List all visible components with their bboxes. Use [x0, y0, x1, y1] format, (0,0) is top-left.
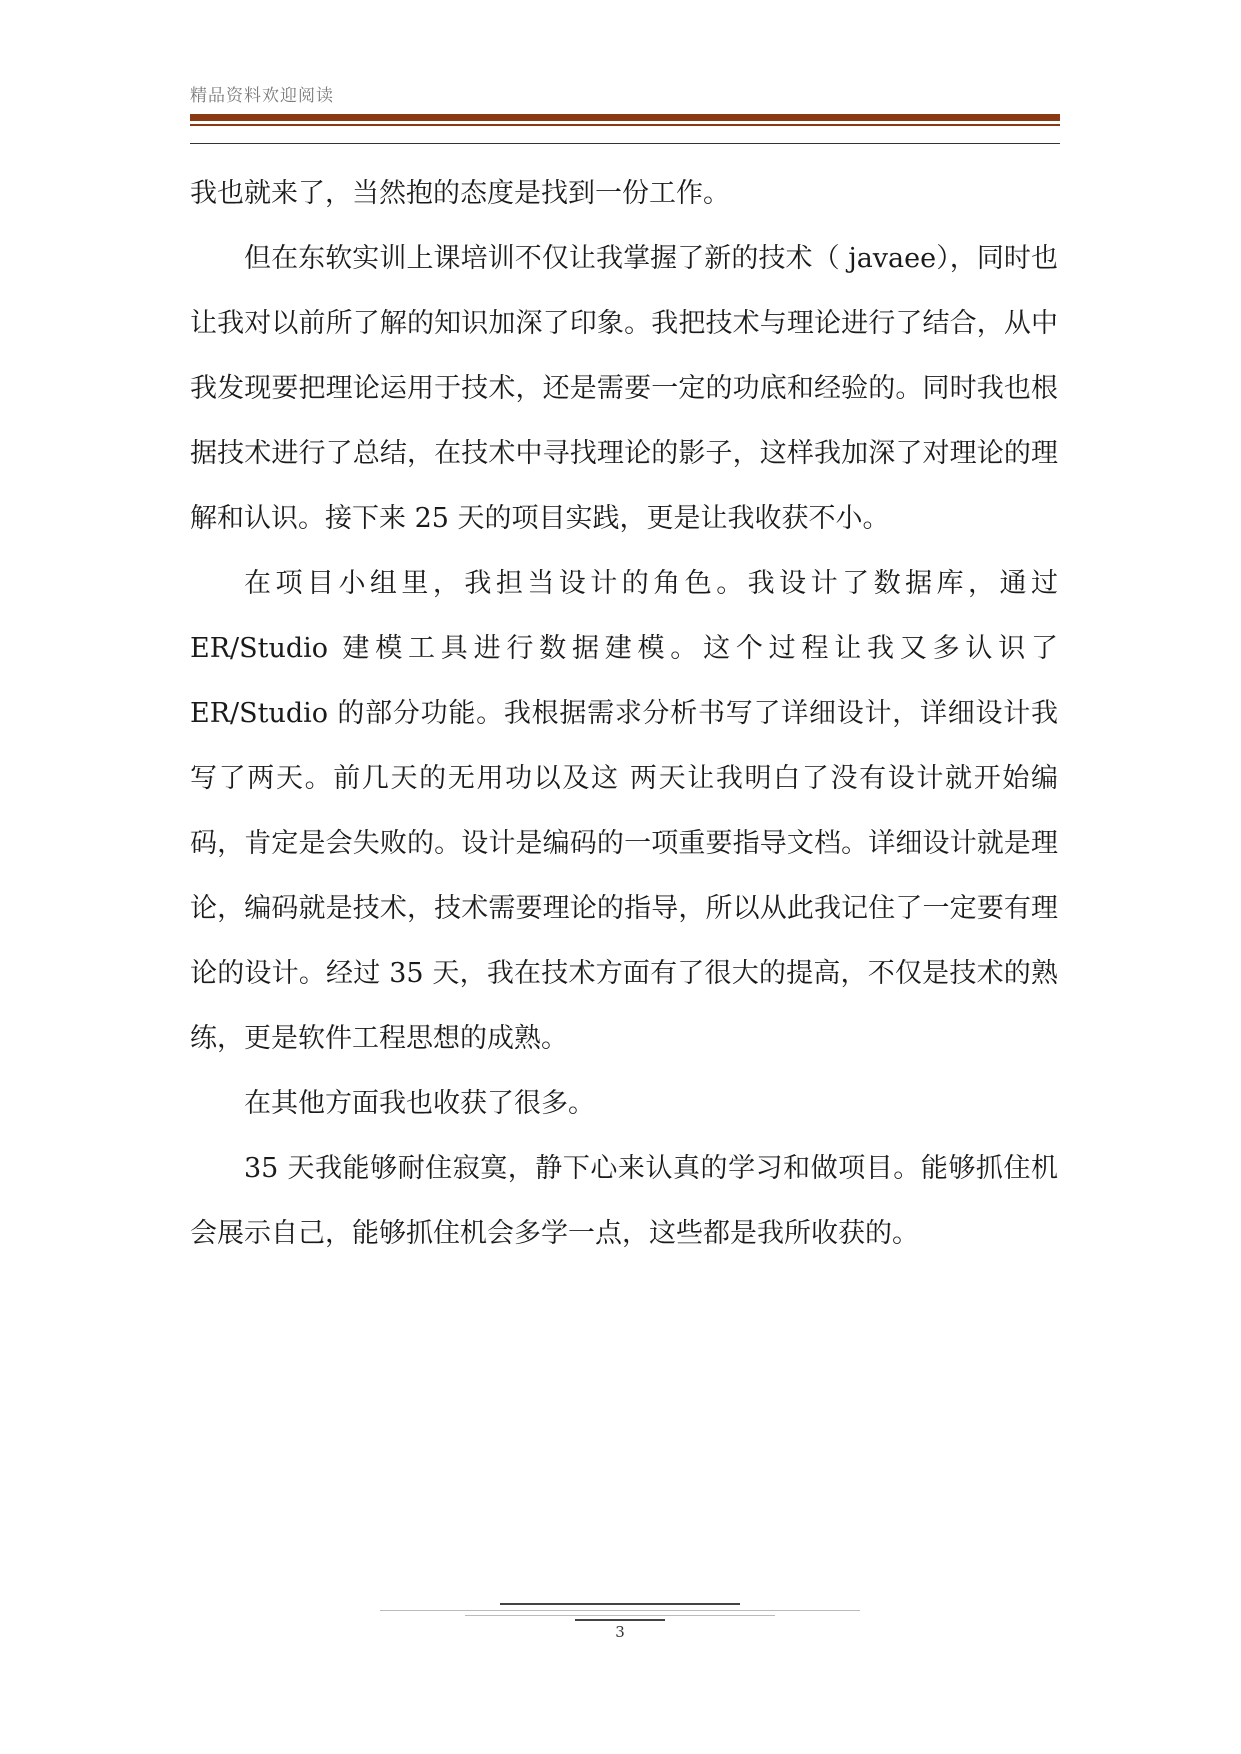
paragraph-3: 在项目小组里，我担当设计的角色。我设计了数据库，通过 ER/Studio 建模工具进行数据建模。这个过程让我又多认识了 ER/Studio 的部分功能。我根据需求分析书写了详细设计，详细设计我写了两天。前几天的无用功以及这 两天让我明白了没有设计就开始编码，肯定是会失败的。设计是编码的一项重要指导文档。详细设计就是理论，编码就是技术，技术需要理论的指导，所以从此我记住了一定要有理论的设计。经过 35 天，我在技术方面有了很大的提高，不仅是技术的熟练，更是软件工程思想的成熟。 [190, 568, 1058, 1054]
header-rule-thin [190, 124, 1060, 126]
footer-rule-4 [575, 1619, 665, 1621]
page-footer [380, 1593, 860, 1653]
footer-rule-3 [465, 1615, 775, 1616]
paragraph-2: 但在东软实训上课培训不仅让我掌握了新的技术（ javaee），同时也让我对以前所了解的知识加深了印象。我把技术与理论进行了结合，从中我发现要把理论运用于技术，还是需要一定的功底和经验的。同时我也根据技术进行了总结，在技术中寻找理论的影子，这样我加深了对理论的理解和认识。接下来 25 天的项目实践，更是让我收获不小。 [190, 243, 1058, 534]
paragraph-5: 35 天我能够耐住寂寞，静下心来认真的学习和做项目。能够抓住机会展示自己，能够抓住机会多学一点，这些都是我所收获的。 [190, 1153, 1058, 1249]
header-rule-thick [190, 114, 1060, 121]
paragraph-4: 在其他方面我也收获了很多。 [244, 1088, 595, 1119]
footer-rule-2 [380, 1610, 860, 1611]
document-body [190, 161, 1058, 1266]
paragraph-1: 我也就来了，当然抱的态度是找到一份工作。 [190, 178, 730, 209]
page-number: 3 [615, 1623, 625, 1641]
header-title: 精品资料欢迎阅读 [190, 86, 334, 106]
footer-rule-1 [500, 1603, 740, 1605]
page-header [190, 86, 1060, 106]
header-rule-base [190, 143, 1060, 144]
